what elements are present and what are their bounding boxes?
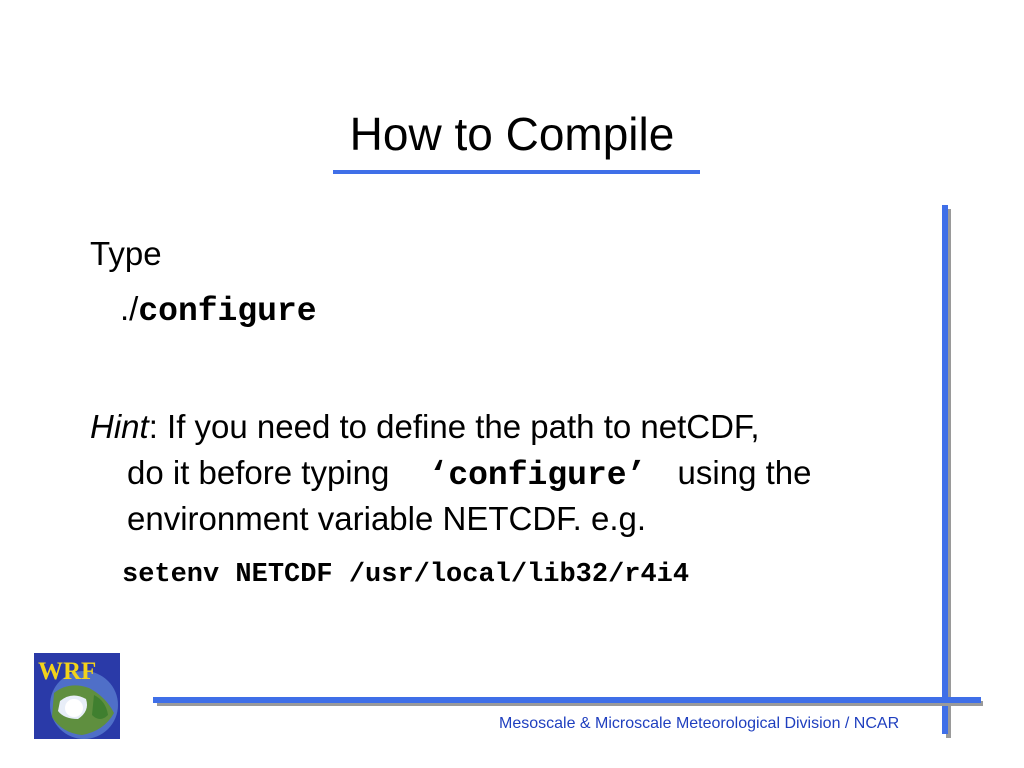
wrf-logo-label: WRF: [38, 658, 97, 685]
title-underline: [333, 170, 700, 174]
command-prefix: ./: [120, 290, 139, 327]
hint-line-2: [127, 454, 811, 495]
slide-title: How to Compile: [349, 108, 675, 160]
wrf-logo: [34, 653, 120, 739]
example-command: setenv NETCDF /usr/local/lib32/r4i4: [122, 560, 690, 590]
hint-text-2-start: do it before typing: [127, 454, 390, 491]
footer-text: Mesoscale & Microscale Meteorological Division / NCAR: [499, 715, 900, 732]
hint-line-3: environment variable NETCDF. e.g.: [127, 500, 647, 537]
hint-text-1: : If you need to define the path to netCDF,: [148, 408, 760, 445]
hint-label: Hint: [90, 408, 149, 445]
hint-configure-code: ‘configure’: [428, 457, 647, 494]
bottom-border-bar: [153, 697, 981, 703]
configure-command-line: [120, 290, 317, 331]
wrf-logo-image: [34, 653, 120, 739]
instruction-type: Type: [90, 235, 162, 272]
right-border-bar: [942, 205, 948, 734]
configure-command: configure: [138, 293, 317, 330]
hint-line-1: [90, 408, 760, 446]
hint-text-2-end: using the: [677, 454, 812, 491]
